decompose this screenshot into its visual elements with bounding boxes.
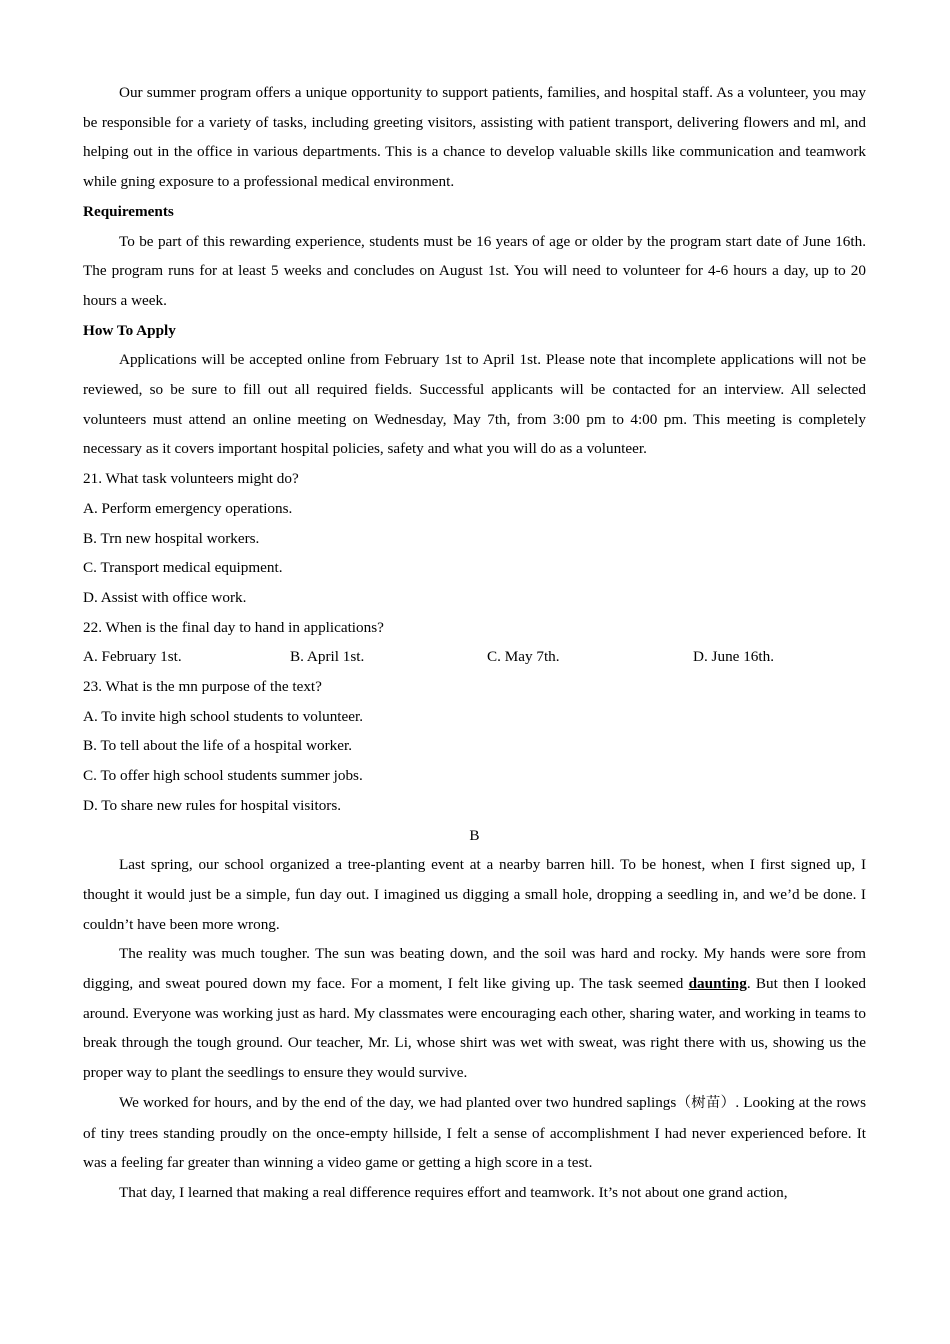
passage-b-section-letter: B xyxy=(469,826,480,844)
document-body xyxy=(83,78,866,1208)
question-23-stem: 23. What is the mn purpose of the text? xyxy=(83,678,322,696)
requirements-heading: Requirements xyxy=(83,202,174,220)
question-23-option-b[interactable]: B. To tell about the life of a hospital worker. xyxy=(83,737,353,755)
question-22-option-b[interactable]: B. April 1st. xyxy=(290,648,365,666)
question-23-option-d[interactable]: D. To share new rules for hospital visitors. xyxy=(83,796,342,814)
question-23-option-a[interactable]: A. To invite high school students to volunteer. xyxy=(83,707,364,725)
passage-b-paragraph-2-text-after: . But then I looked around. Everyone was working just as hard. My classmates were encouraging each other, sharing water, and working in teams to break through the tough ground. Our teacher, Mr. Li, whose shirt was wet with sweat, was right there with us, showing us the proper way to plant the seedlings to ensure they would survive. xyxy=(83,975,866,1082)
question-21-option-d[interactable]: D. Assist with office work. xyxy=(83,588,247,606)
question-21-option-a[interactable]: A. Perform emergency operations. xyxy=(83,499,293,517)
question-22-option-c[interactable]: C. May 7th. xyxy=(487,648,560,666)
glossed-keyword-daunting: daunting xyxy=(688,975,747,993)
question-21-stem: 21. What task volunteers might do? xyxy=(83,470,299,488)
how-to-apply-paragraph: Applications will be accepted online from February 1st to April 1st. Please note that incomplete applications will not be reviewed, so be sure to fill out all required fields. Successful applicants will be contacted for an interview. All selected volunteers must attend an online meeting on Wednesday, May 7th, from 3:00 pm to 4:00 pm. This meeting is completely necessary as it covers important hospital policies, safety and what you will do as a volunteer. xyxy=(83,351,866,458)
chinese-gloss-saplings: （树苗） xyxy=(676,1094,736,1111)
requirements-paragraph: To be part of this rewarding experience, students must be 16 years of age or older by the program start date of June 16th. The program runs for at least 5 weeks and concludes on August 1st. You will need to volunteer for 4-6 hours a day, up to 20 hours a week. xyxy=(83,232,866,309)
question-22-option-d[interactable]: D. June 16th. xyxy=(693,648,774,666)
question-22-options-row xyxy=(83,642,866,672)
question-21-option-b[interactable]: B. Trn new hospital workers. xyxy=(83,529,260,547)
question-22-option-a[interactable]: A. February 1st. xyxy=(83,648,182,666)
passage-a-intro-paragraph: Our summer program offers a unique opportunity to support patients, families, and hospital staff. As a volunteer, you may be responsible for a variety of tasks, including greeting visitors, assisting with patient transport, delivering flowers and ml, and helping out in the office in various departments. This is a chance to develop valuable skills like communication and teamwork while gning exposure to a professional medical environment. xyxy=(83,84,866,191)
passage-b-paragraph-2 xyxy=(83,939,866,1088)
passage-b-paragraph-3-text-after: . Looking at the rows of tiny trees standing proudly on the once-empty hillside, I felt a sense of accomplishment I had never experienced before. It was a feeling far greater than winning a video game or getting a high score in a test. xyxy=(83,1093,866,1172)
question-22-stem: 22. When is the final day to hand in applications? xyxy=(83,618,384,636)
how-to-apply-heading: How To Apply xyxy=(83,321,176,339)
question-23-option-c[interactable]: C. To offer high school students summer jobs. xyxy=(83,767,363,785)
passage-b-paragraph-4: That day, I learned that making a real difference requires effort and teamwork. It’s not about one grand action, xyxy=(119,1184,788,1201)
passage-b-paragraph-3 xyxy=(83,1088,866,1178)
passage-b-paragraph-2-text-before: The reality was much tougher. The sun was beating down, and the soil was hard and rocky. My hands were sore from digging, and sweat poured down my face. For a moment, I felt like giving up. The task seemed xyxy=(83,945,866,993)
passage-b-paragraph-3-text-before: We worked for hours, and by the end of the day, we had planted over two hundred saplings xyxy=(119,1093,677,1111)
question-21-option-c[interactable]: C. Transport medical equipment. xyxy=(83,559,283,577)
passage-b-paragraph-1: Last spring, our school organized a tree-planting event at a nearby barren hill. To be honest, when I first signed up, I thought it would just be a simple, fun day out. I imagined us digging a small hole, dropping a seedling in, and we’d be done. I couldn’t have been more wrong. xyxy=(83,856,866,933)
